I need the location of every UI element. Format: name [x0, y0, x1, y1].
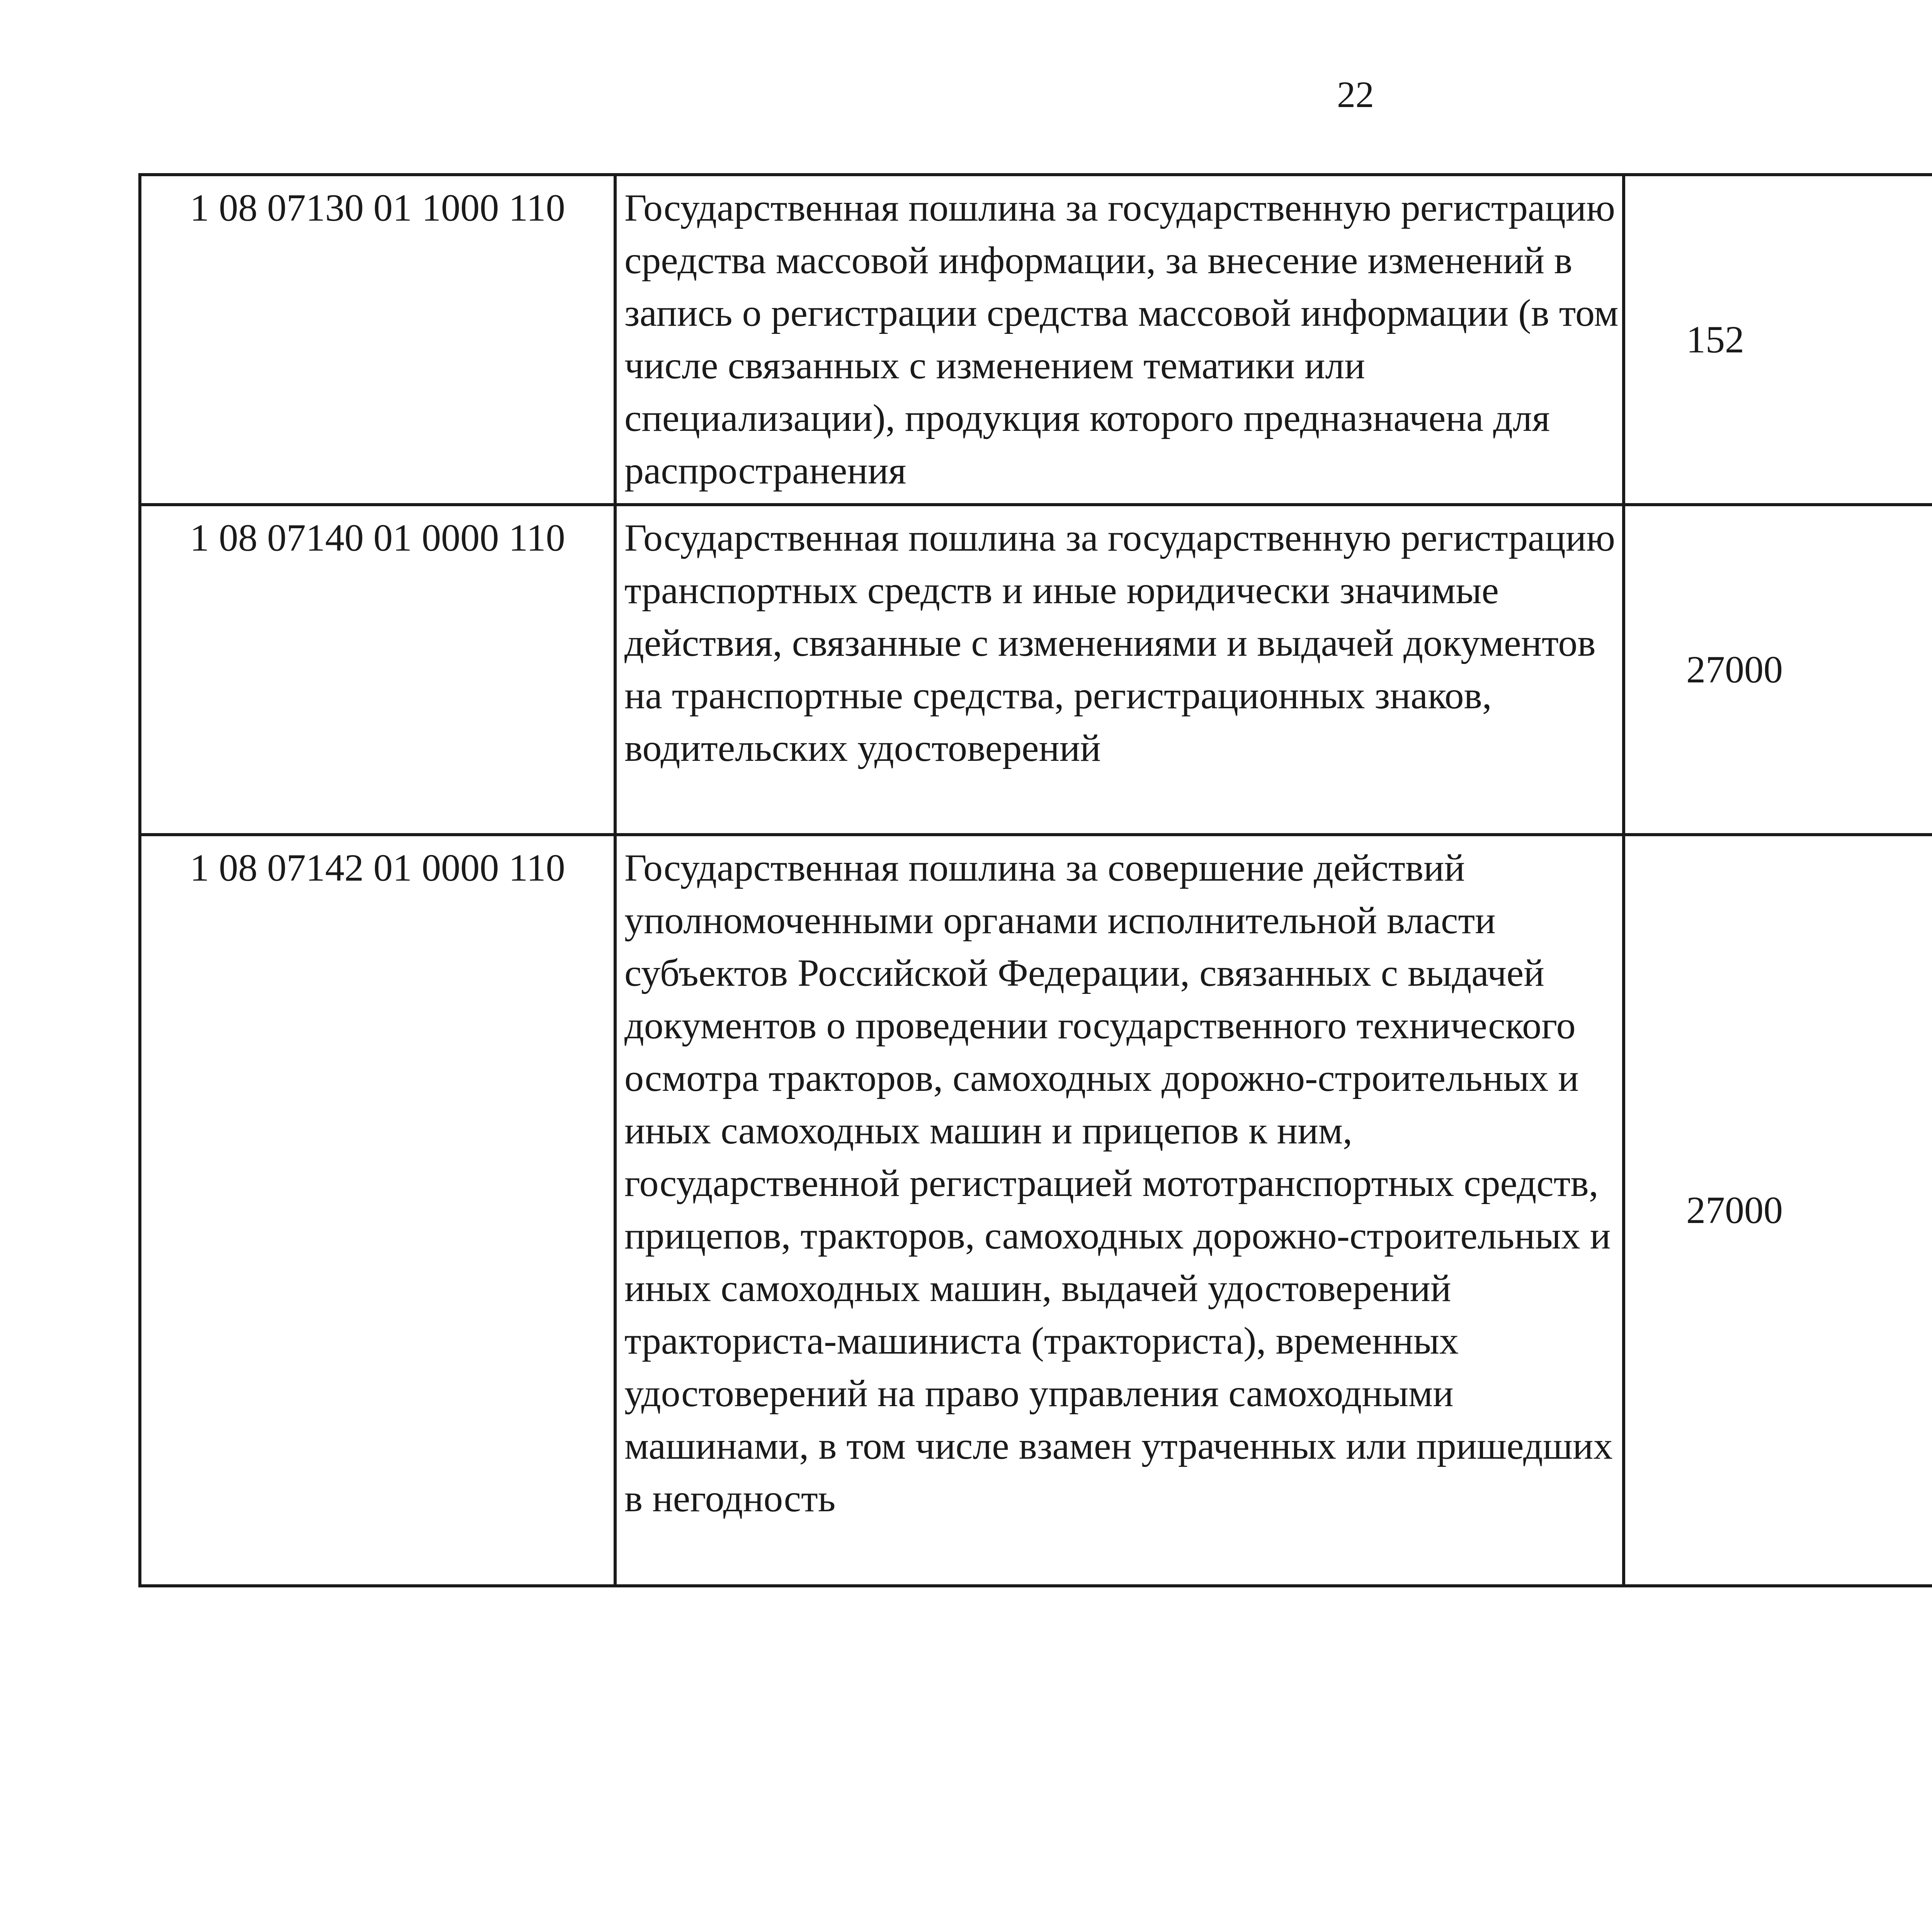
budget-code-cell: 1 08 07142 01 0000 110: [140, 835, 615, 1586]
value-cell-year-1: 27000: [1624, 835, 1932, 1586]
table-row: [140, 835, 1932, 1586]
value-cell-year-1: 152: [1624, 175, 1932, 505]
description-cell: Государственная пошлина за государственную регистрацию транспортных средств и иные юридически значимые действия, связанные с изменениями и выдачей документов на транспортные средства, регистрационных знаков, водительских удостоверений: [615, 505, 1624, 835]
description-cell: Государственная пошлина за совершение действий уполномоченными органами исполнительной власти субъектов Российской Федерации, связанных с выдачей документов о проведении государственного технического осмотра тракторов, самоходных дорожно-строительных и иных самоходных машин и прицепов к ним, государственной регистрацией мототранспортных средств, прицепов, тракторов, самоходных дорожно-строительных и иных самоходных машин, выдачей удостоверений тракториста-машиниста (тракториста), временных удостоверений на право управления самоходными машинами, в том числе взамен утраченных или пришедших в негодность: [615, 835, 1624, 1586]
budget-code-cell: 1 08 07140 01 0000 110: [140, 505, 615, 835]
table-row: [140, 505, 1932, 835]
value-cell-year-1: 27000: [1624, 505, 1932, 835]
revenue-table: [138, 173, 1932, 1587]
budget-code-cell: 1 08 07130 01 1000 110: [140, 175, 615, 505]
page-number: 22: [1337, 74, 1374, 115]
table-row: [140, 175, 1932, 505]
description-cell: Государственная пошлина за государственную регистрацию средства массовой информации, за внесение изменений в запись о регистрации средства массовой информации (в том числе связанных с изменением тематики или специализации), продукция которого предназначена для распространения: [615, 175, 1624, 505]
